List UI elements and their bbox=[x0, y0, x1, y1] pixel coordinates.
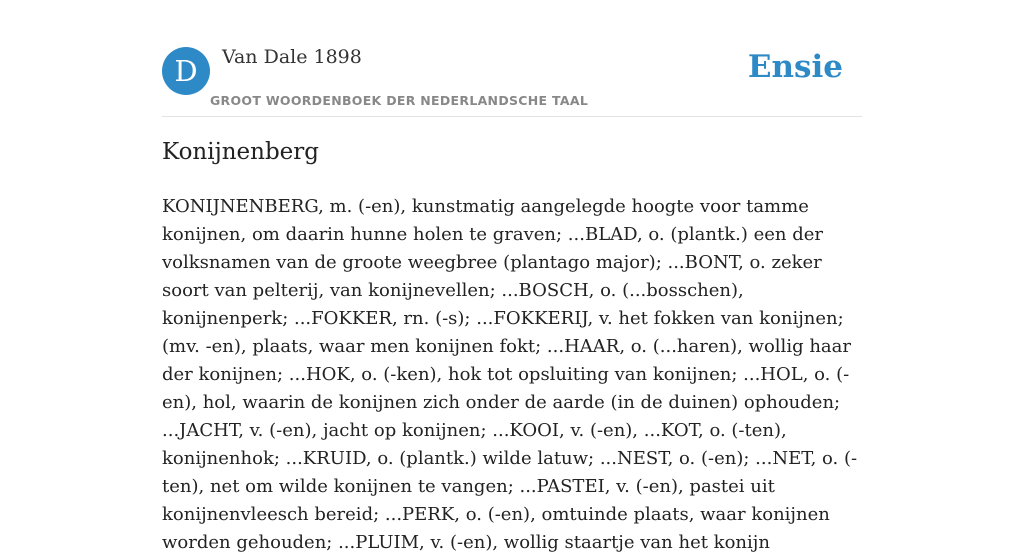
ensie-brand-link[interactable]: Ensie bbox=[747, 49, 843, 85]
entry-headword: Konijnenberg bbox=[162, 139, 320, 165]
dictionary-header bbox=[162, 46, 862, 117]
dictionary-logo[interactable] bbox=[162, 47, 210, 95]
dictionary-subtitle: GROOT WOORDENBOEK DER NEDERLANDSCHE TAAL bbox=[210, 93, 589, 108]
entry-definition: KONIJNENBERG, m. (-en), kunstmatig aangelegde hoogte voor tamme konijnen, om daarin hunne holen te graven; ...BLAD, o. (plantk.) een der volksnamen van de groote weegbree (plantago major); ...BONT, o. zeker soort van pelterij, van konijnevellen; ...BOSCH, o. (...bosschen), konijnenperk; ...FOKKER, rn. (-s); ...FOKKERIJ, v. het fokken van konijnen; (mv. -en), plaats, waar men konijnen fokt; ...HAAR, o. (...haren), wollig haar der konijnen; ...HOK, o. (-ken), hok tot opsluiting van konijnen; ...HOL, o. (-en), hol, waarin de konijnen zich onder de aarde (in de duinen) ophouden; ...JACHT, v. (-en), jacht op konijnen; ...KOOI, v. (-en), ...KOT, o. (-ten), konijnenhok; ...KRUID, o. (plantk.) wilde latuw; ...NEST, o. (-en); ...NET, o. (-ten), net om wilde konijnen te vangen; ...PASTEI, v. (-en), pastei uit konijnenvleesch bereid; ...PERK, o. (-en), omtuinde plaats, waar konijnen worden gehouden; ...PLUIM, v. (-en), wollig staartje van het konijn bbox=[162, 196, 858, 553]
dictionary-name[interactable]: Van Dale 1898 bbox=[222, 46, 362, 68]
logo-letter: D bbox=[174, 54, 198, 88]
